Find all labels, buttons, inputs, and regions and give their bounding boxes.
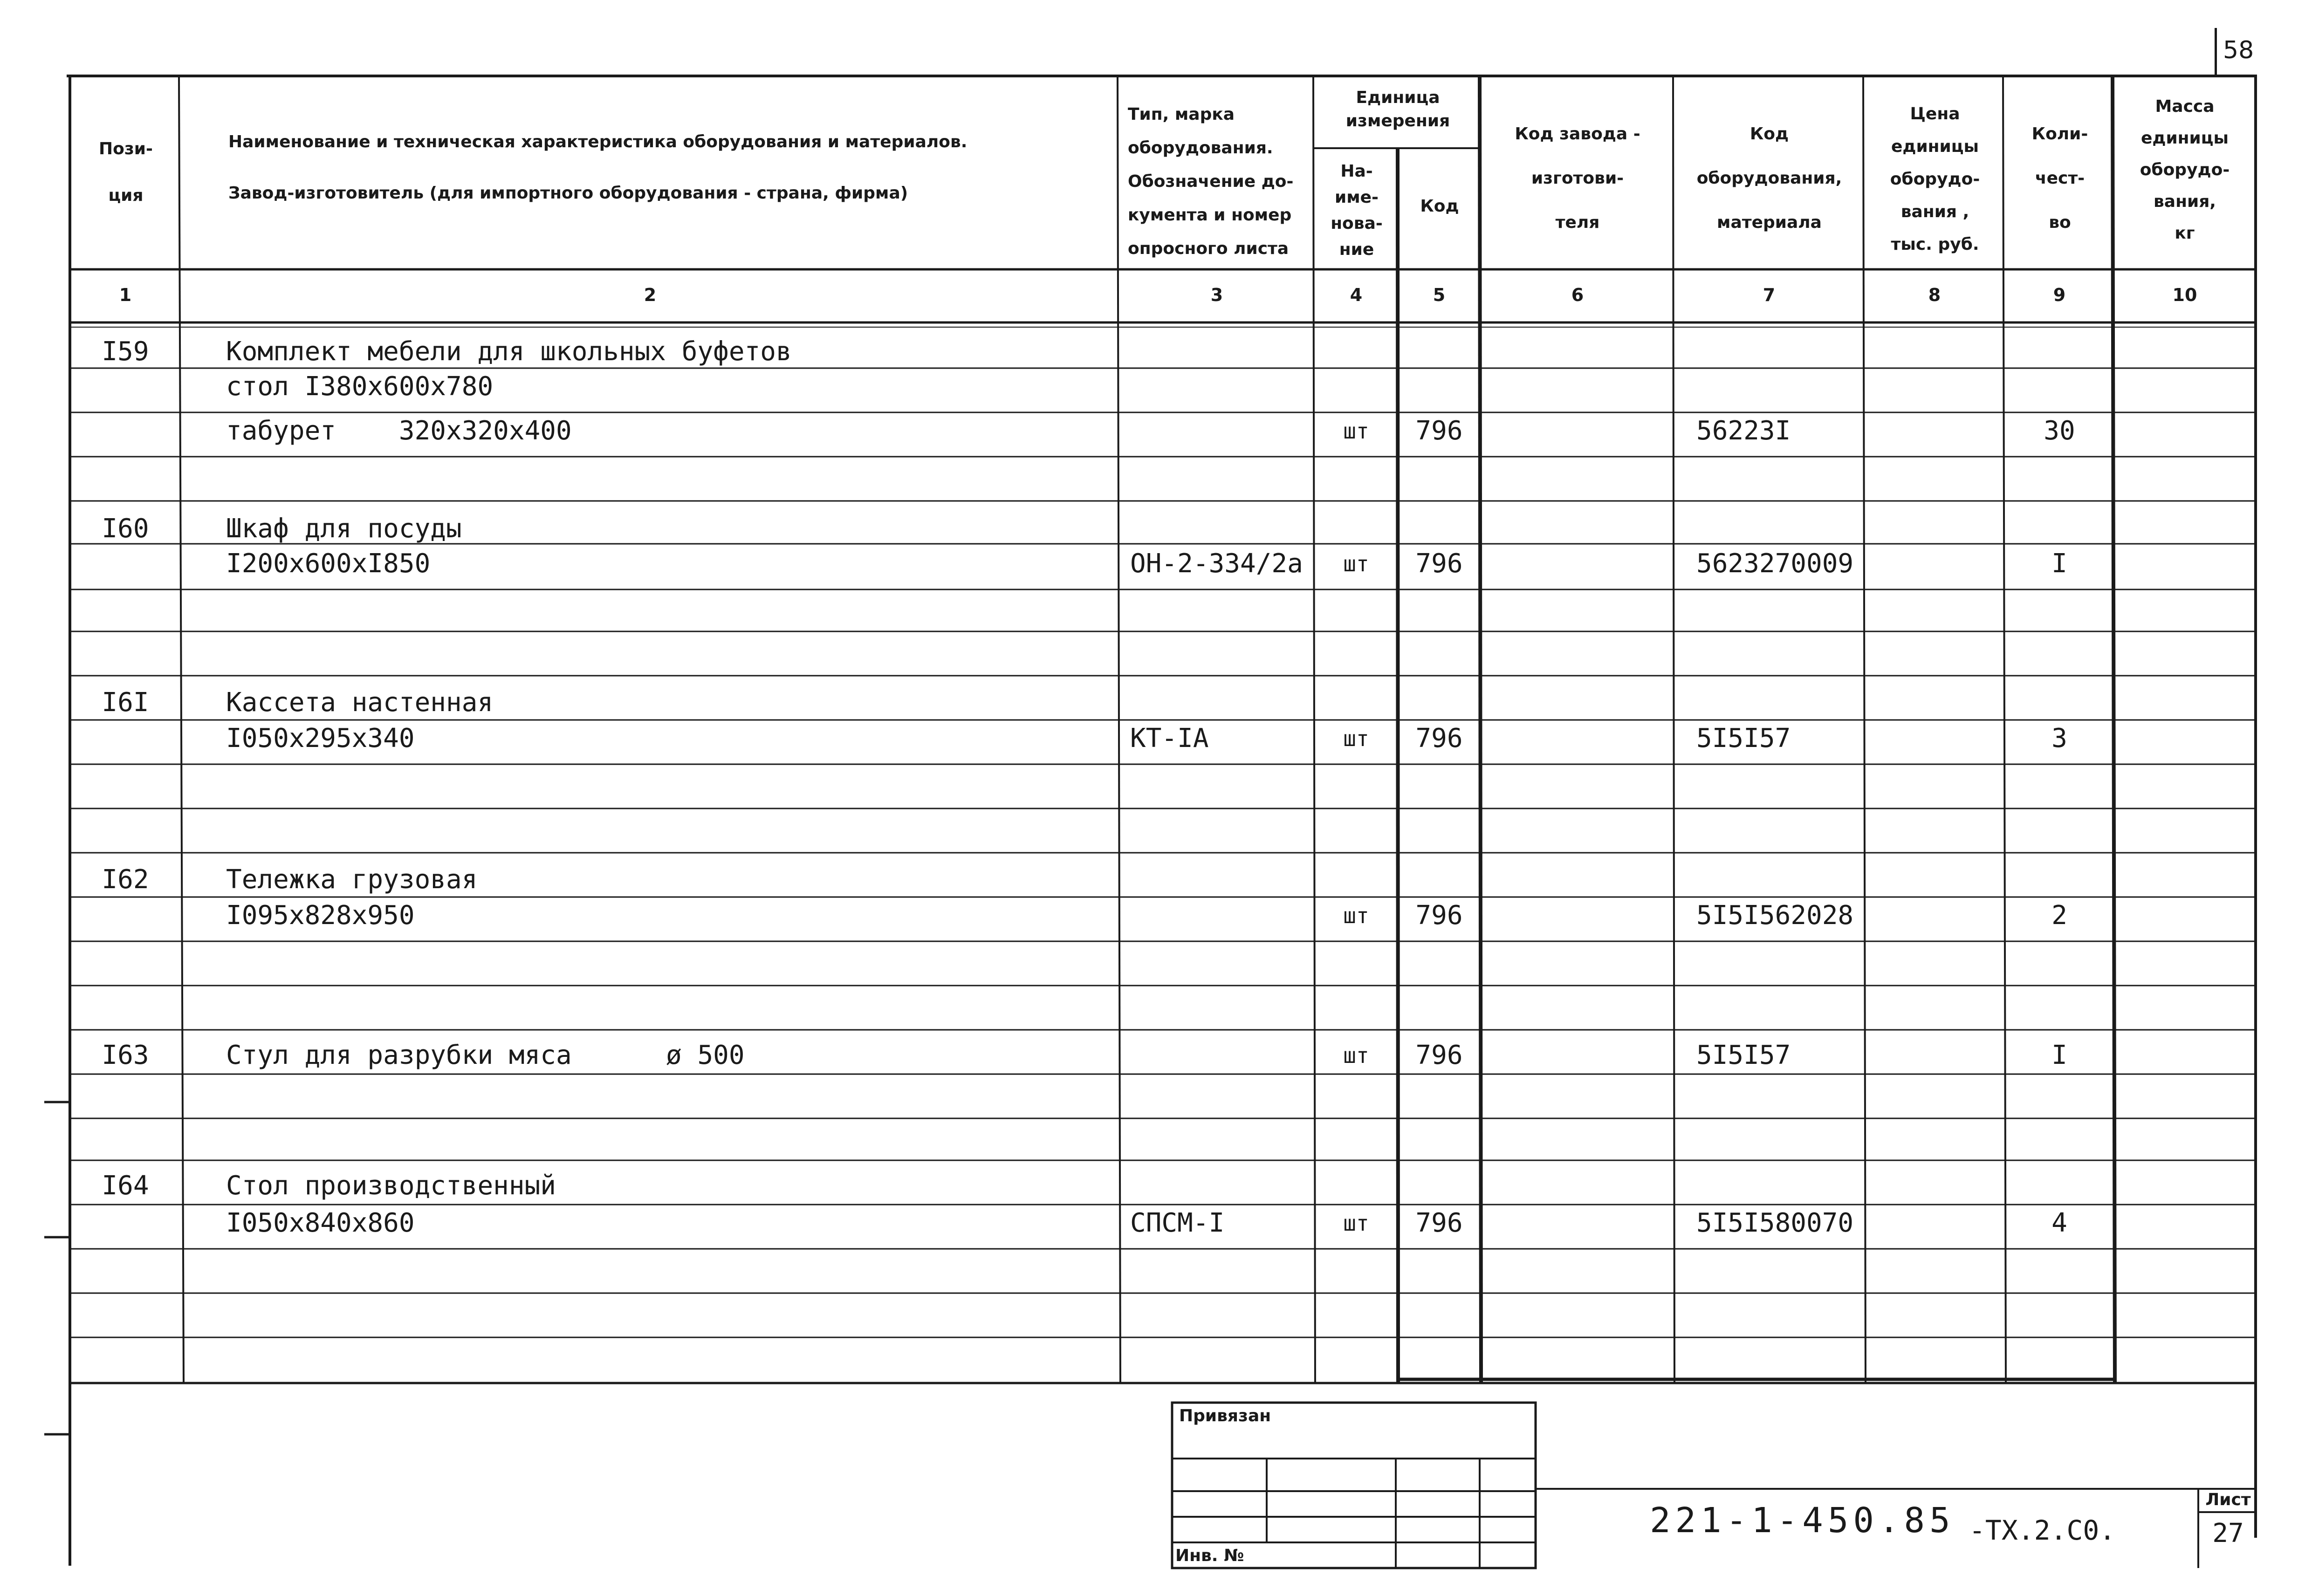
cell-item-name: табурет 320x320x400 [226,416,572,446]
column-number-8: 8 [1928,285,1941,305]
header-type-line-3: Обозначение до- [1128,172,1294,191]
cell-equipment-code: 5I5I57 [1696,723,1791,753]
sheet-label: Лист [2205,1490,2251,1509]
cell-unit-code: 796 [1415,1208,1463,1238]
header-factory-code-line-1: Код завода - [1515,124,1640,144]
cell-quantity: 4 [2051,1208,2067,1238]
column-number-10: 10 [2172,285,2197,305]
cell-equipment-code: 5623270009 [1696,548,1854,579]
page-number: 58 [2223,36,2254,64]
cell-equipment-code: 5I5I562028 [1696,900,1854,931]
header-type-line-1: Тип, марка [1128,105,1235,124]
header-unit-group-line-1: Единица [1356,88,1440,107]
cell-position: I59 [102,336,149,367]
cell-position: I6I [102,687,149,718]
cell-position: I63 [102,1040,149,1070]
column-number-9: 9 [2053,285,2066,305]
cell-item-name: I095x828x950 [226,900,415,931]
header-type-line-5: опросного листа [1128,239,1289,258]
cell-quantity: I [2051,1040,2067,1070]
header-mass-line-1: Масса [2155,97,2215,116]
stamp-inv-label: Инв. № [1175,1546,1244,1565]
cell-unit-name: шт [1343,1043,1369,1068]
cell-position: I64 [102,1171,149,1201]
column-number-5: 5 [1433,285,1446,305]
cell-equipment-code: 56223I [1696,416,1791,446]
column-number-2: 2 [644,285,657,305]
cell-unit-name: шт [1343,903,1369,928]
document-code: 221-1-450.85 [1650,1500,1955,1541]
sheet-number: 27 [2212,1518,2244,1548]
column-number-4: 4 [1350,285,1363,305]
column-number-3: 3 [1210,285,1223,305]
header-mass-line-4: вания, [2154,192,2216,211]
header-price-line-2: единицы [1891,137,1979,156]
header-type-line-2: оборудования. [1128,138,1273,158]
cell-item-name: I050x295x340 [226,723,415,753]
header-unit-name-line-4: ние [1339,240,1374,259]
cell-item-name: Комплект мебели для школьных буфетов [226,336,792,367]
header-type-line-4: кумента и номер [1128,205,1292,225]
header-mass-line-2: единицы [2140,129,2229,148]
header-unit-name-line-2: име- [1334,188,1379,207]
cell-quantity: I [2051,548,2067,579]
cell-unit-code: 796 [1415,1040,1463,1070]
column-number-1: 1 [119,285,132,305]
header-quantity-line-3: во [2049,213,2071,232]
cell-position: I62 [102,864,149,895]
header-name-line-2: Завод-изготовитель (для импортного оборудования - страна, фирма) [228,184,908,203]
cell-item-type: СПСМ-I [1130,1208,1225,1238]
header-name-line-1: Наименование и техническая характеристика оборудования и материалов. [228,132,967,151]
cell-quantity: 3 [2051,723,2067,753]
header-price-line-5: тыс. руб. [1891,235,1979,254]
cell-position: I60 [102,514,149,544]
header-quantity-line-2: чест- [2035,169,2085,188]
header-equipment-code-line-3: материала [1717,213,1822,232]
cell-item-type: ОН-2-334/2а [1130,548,1303,579]
cell-item-name: I200x600xI850 [226,548,431,579]
cell-item-name: стол I380x600x780 [226,371,494,402]
header-factory-code-line-3: теля [1555,213,1600,232]
cell-item-type: КТ-IА [1130,723,1209,753]
cell-equipment-code: 5I5I580070 [1696,1208,1854,1238]
cell-item-name: Тележка грузовая [226,864,478,895]
cell-unit-name: шт [1343,726,1369,751]
header-unit-name-line-1: На- [1340,162,1373,181]
cell-unit-name: шт [1343,1211,1369,1236]
cell-unit-name: шт [1343,418,1369,444]
column-number-7: 7 [1763,285,1776,305]
header-price-line-3: оборудо- [1890,170,1980,189]
cell-quantity: 30 [2044,416,2075,446]
header-position-line-2: ция [108,186,144,205]
cell-equipment-code: 5I5I57 [1696,1040,1791,1070]
cell-item-name: Шкаф для посуды [226,514,462,544]
cell-quantity: 2 [2051,900,2067,931]
cell-unit-code: 796 [1415,723,1463,753]
header-factory-code-line-2: изготови- [1531,169,1624,188]
cell-unit-code: 796 [1415,900,1463,931]
cell-unit-code: 796 [1415,548,1463,579]
header-unit-code: Код [1420,197,1459,216]
cell-unit-name: шт [1343,551,1369,576]
header-equipment-code-line-2: оборудования, [1696,169,1842,188]
header-price-line-4: вания , [1900,202,1969,221]
column-number-6: 6 [1571,285,1584,305]
header-equipment-code-line-1: Код [1749,124,1789,144]
header-price-line-1: Цена [1910,104,1960,123]
header-unit-name-line-3: нова- [1331,214,1383,233]
header-mass-line-3: оборудо- [2140,160,2230,179]
document-suffix: -ТХ.2.С0. [1969,1514,2116,1546]
cell-item-name: I050x840x860 [226,1208,415,1238]
cell-unit-code: 796 [1415,416,1463,446]
cell-item-name: Стул для разрубки мяса ø 500 [226,1040,745,1070]
cell-item-name: Стол производственный [226,1171,556,1201]
stamp-attached-label: Привязан [1179,1406,1271,1425]
header-mass-line-5: кг [2175,224,2195,243]
header-position-line-1: Пози- [99,139,153,158]
cell-item-name: Кассета настенная [226,687,494,718]
header-quantity-line-1: Коли- [2031,124,2088,144]
header-unit-group-line-2: измерения [1345,111,1450,130]
